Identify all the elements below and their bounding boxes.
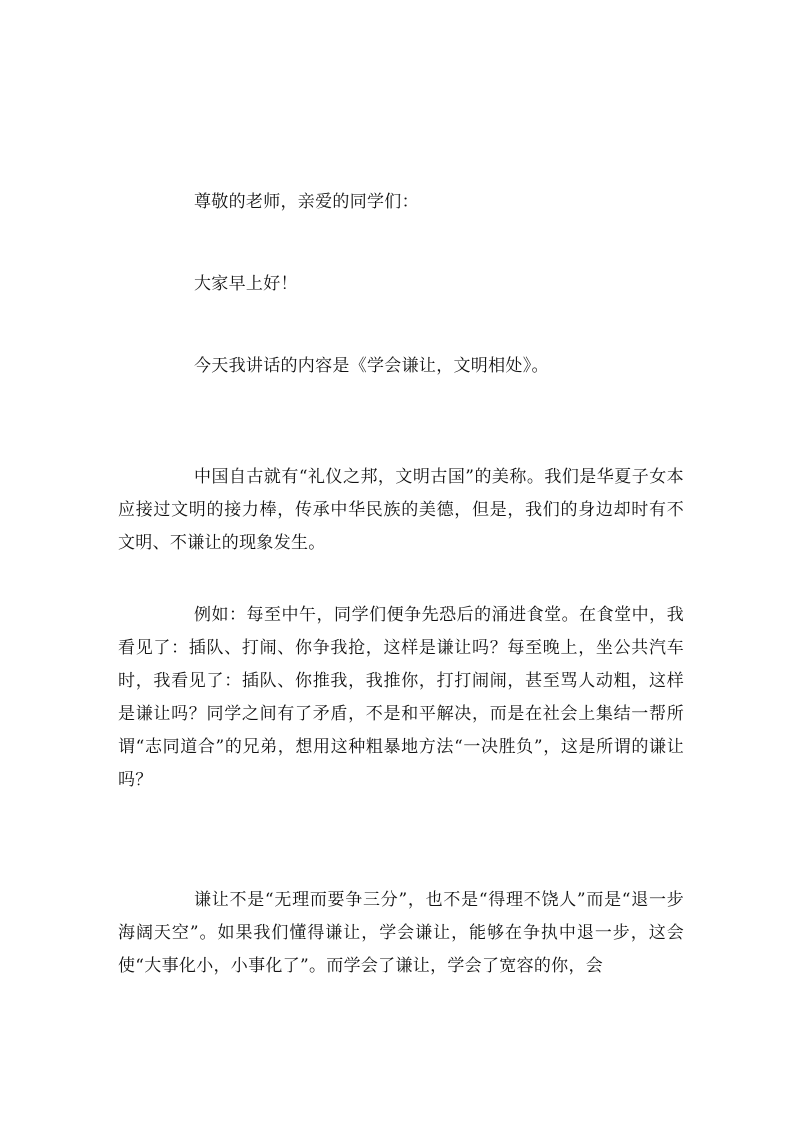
body-paragraph: 谦让不是“无理而要争三分”，也不是“得理不饶人”而是“退一步海阔天空”。如果我们懂得谦让，学会谦让，能够在争执中退一步，这会使“大事化小，小事化了”。而学会了谦让，学会了宽容的你，会 — [118, 890, 684, 976]
salutation: 尊敬的老师，亲爱的同学们： — [194, 192, 419, 212]
greeting: 大家早上好！ — [194, 274, 298, 294]
body-paragraph: 例如：每至中午，同学们便争先恐后的涌进食堂。在食堂中，我看见了：插队、打闹、你争我抢，这样是谦让吗？每至晚上，坐公共汽车时，我看见了：插队、你推我，我推你，打打闹闹，甚至骂人动粗，这样是谦让吗？同学之间有了矛盾，不是和平解决，而是在社会上集结一帮所谓“志同道合”的兄弟，想用这种粗暴地方法“一决胜负”，这是所谓的谦让吗？ — [118, 605, 684, 790]
body-paragraph: 中国自古就有“礼仪之邦，文明古国”的美称。我们是华夏子女本应接过文明的接力棒，传承中华民族的美德，但是，我们的身边却时有不文明、不谦让的现象发生。 — [118, 467, 684, 553]
topic-paragraph: 今天我讲话的内容是《学会谦让，文明相处》。 — [194, 356, 549, 376]
